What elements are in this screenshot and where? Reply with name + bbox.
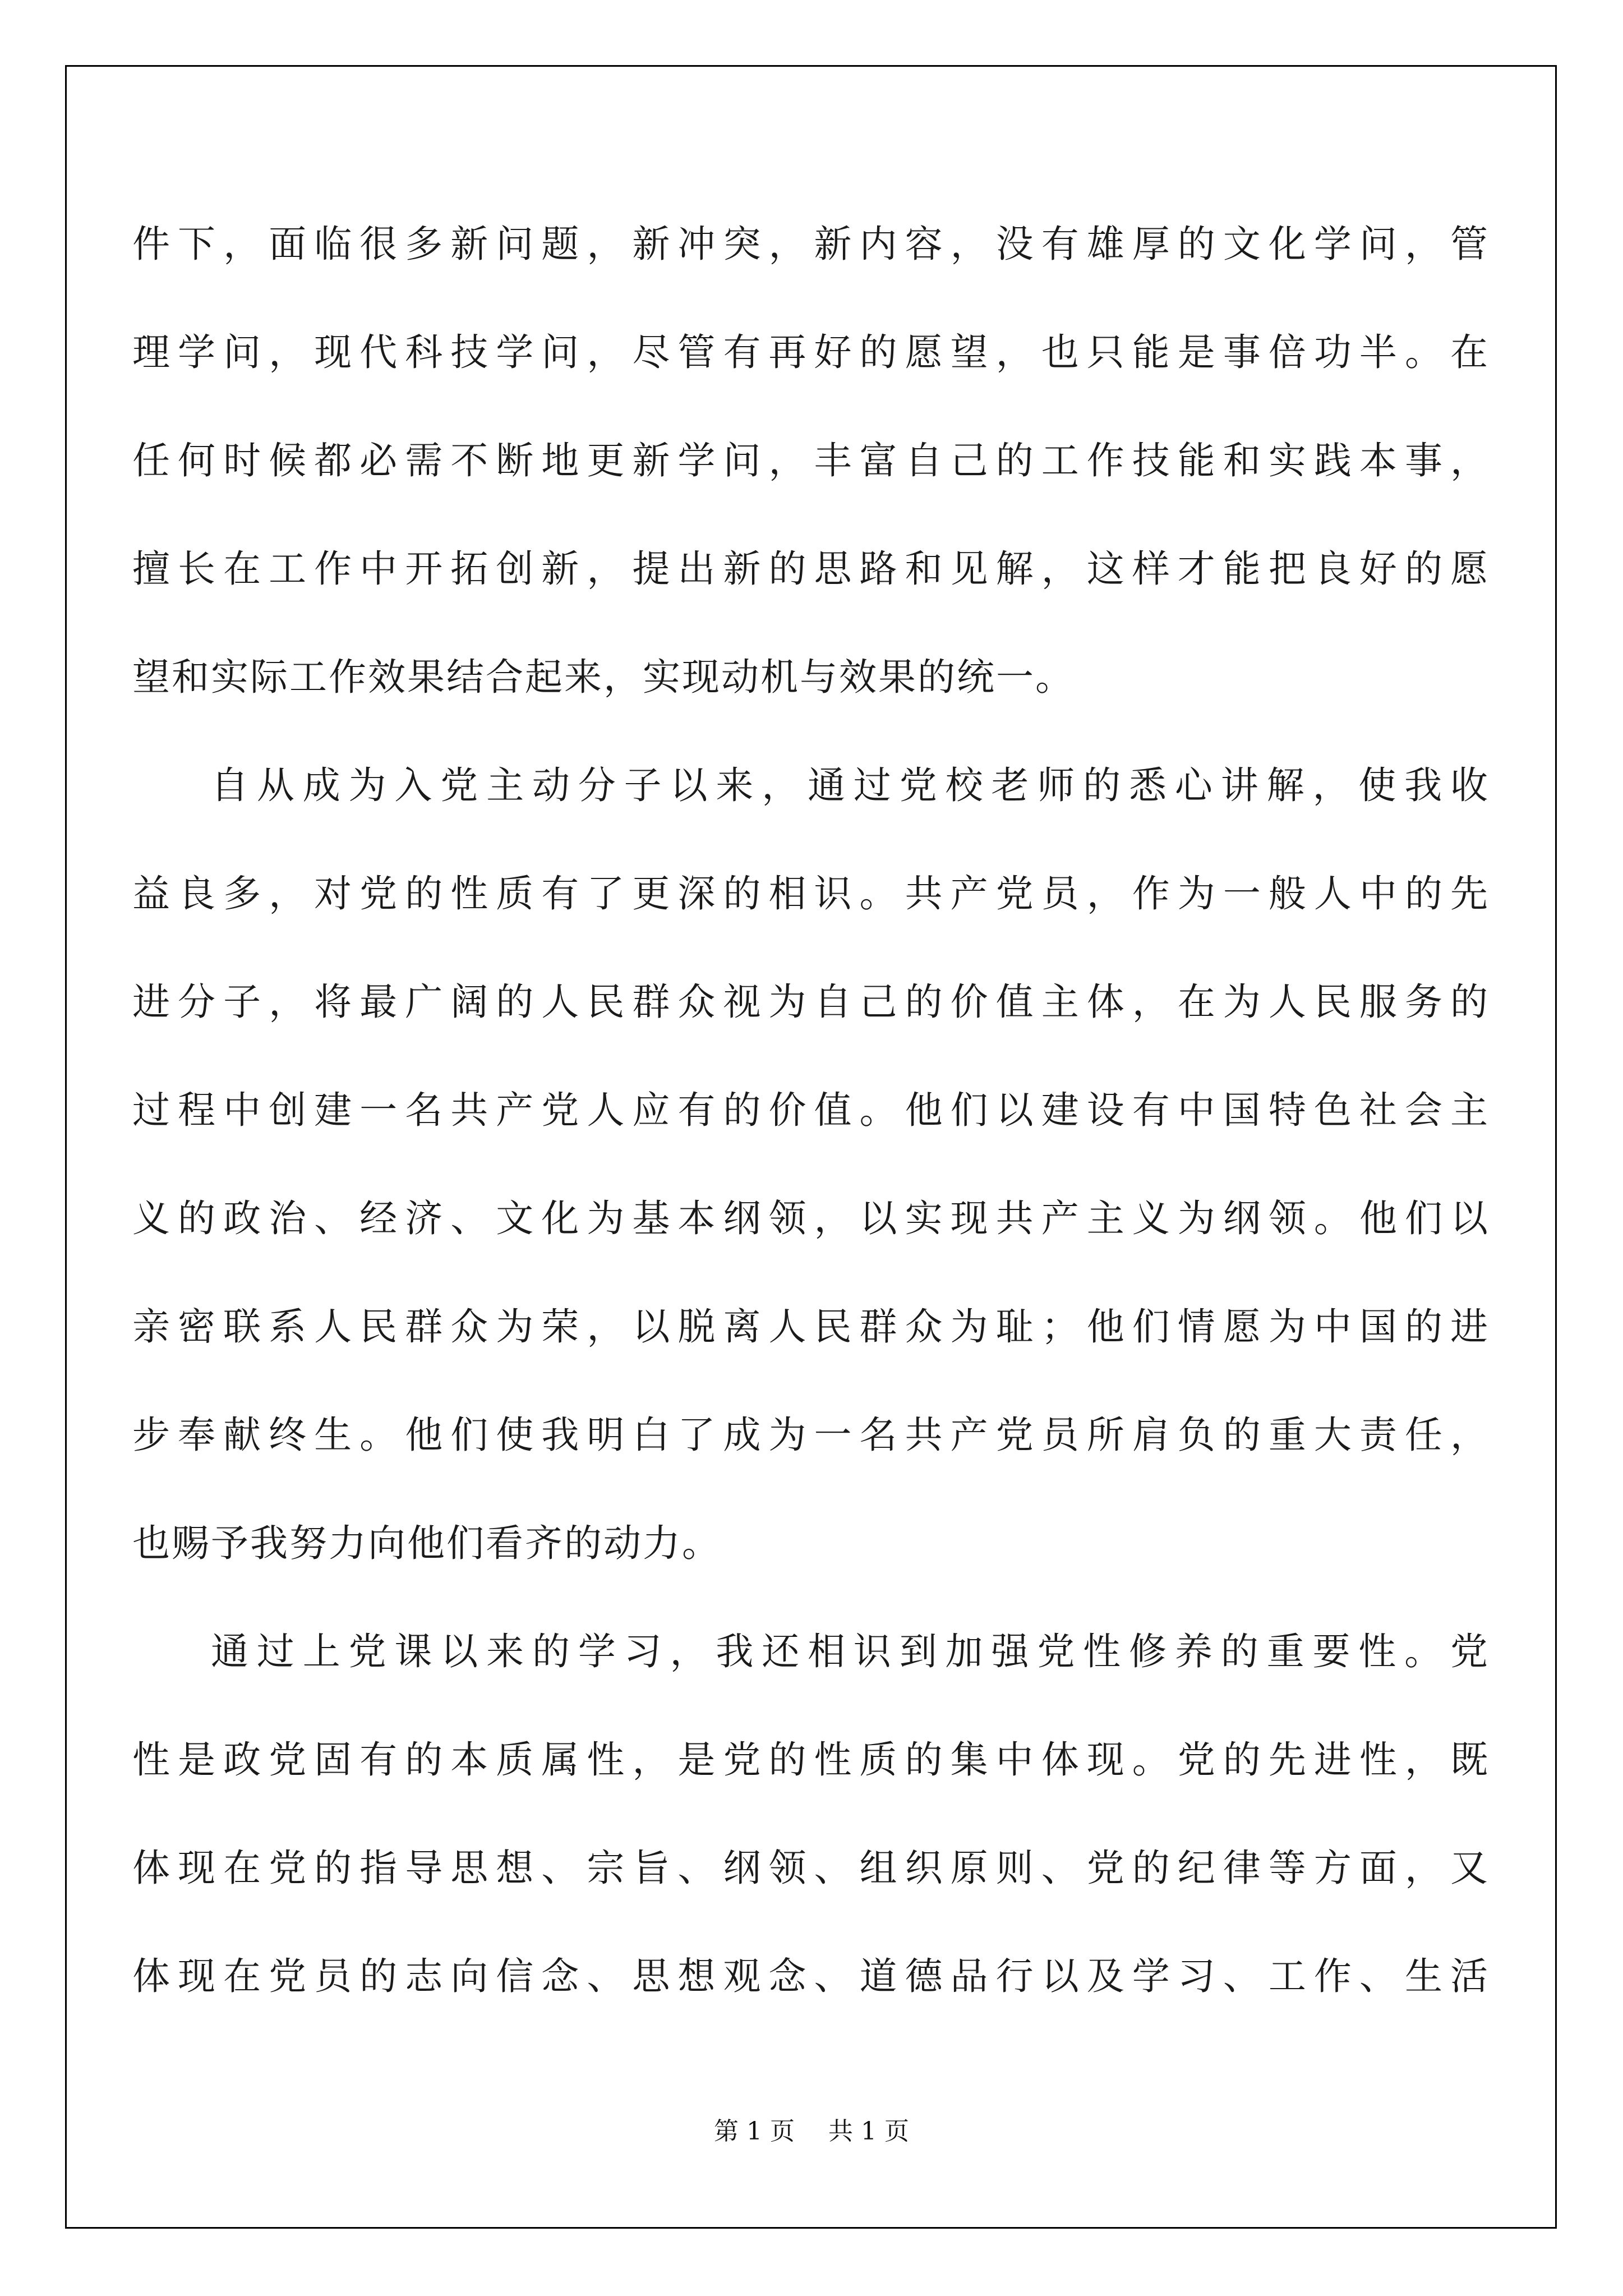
text-line: 自从成为入党主动分子以来，通过党校老师的悉心讲解，使我收 [211, 763, 1490, 807]
page-number: 第 1 页 [714, 2117, 795, 2146]
text-line: 擅长在工作中开拓创新，提出新的思路和见解，这样才能把良好的愿 [132, 547, 1490, 591]
text-line: 任何时候都必需不断地更新学问，丰富自己的工作技能和实践本事， [132, 439, 1490, 482]
text-line: 体现在党的指导思想、宗旨、纲领、组织原则、党的纪律等方面，又 [132, 1846, 1490, 1890]
total-pages: 共 1 页 [828, 2117, 909, 2146]
text-line: 体现在党员的志向信念、思想观念、道德品行以及学习、工作、生活 [132, 1954, 1490, 1998]
page-border [65, 65, 1557, 2229]
page-footer [0, 2115, 1623, 2148]
text-line: 望和实际工作效果结合起来，实现动机与效果的统一。 [132, 655, 1075, 699]
text-line: 件下，面临很多新问题，新冲突，新内容，没有雄厚的文化学问，管 [132, 222, 1490, 266]
text-line: 步奉献终生。他们使我明白了成为一名共产党员所肩负的重大责任， [132, 1413, 1490, 1457]
text-line: 通过上党课以来的学习，我还相识到加强党性修养的重要性。党 [211, 1630, 1490, 1673]
text-line: 进分子，将最广阔的人民群众视为自己的价值主体，在为人民服务的 [132, 980, 1490, 1024]
text-line: 义的政治、经济、文化为基本纲领，以实现共产主义为纲领。他们以 [132, 1197, 1490, 1240]
text-line: 过程中创建一名共产党人应有的价值。他们以建设有中国特色社会主 [132, 1088, 1490, 1132]
text-line: 亲密联系人民群众为荣，以脱离人民群众为耻；他们情愿为中国的进 [132, 1305, 1490, 1349]
text-line: 也赐予我努力向他们看齐的动力。 [132, 1521, 721, 1565]
text-line: 益良多，对党的性质有了更深的相识。共产党员，作为一般人中的先 [132, 872, 1490, 915]
text-line: 理学问，现代科技学问，尽管有再好的愿望，也只能是事倍功半。在 [132, 330, 1490, 374]
text-line: 性是政党固有的本质属性，是党的性质的集中体现。党的先进性，既 [132, 1738, 1490, 1782]
